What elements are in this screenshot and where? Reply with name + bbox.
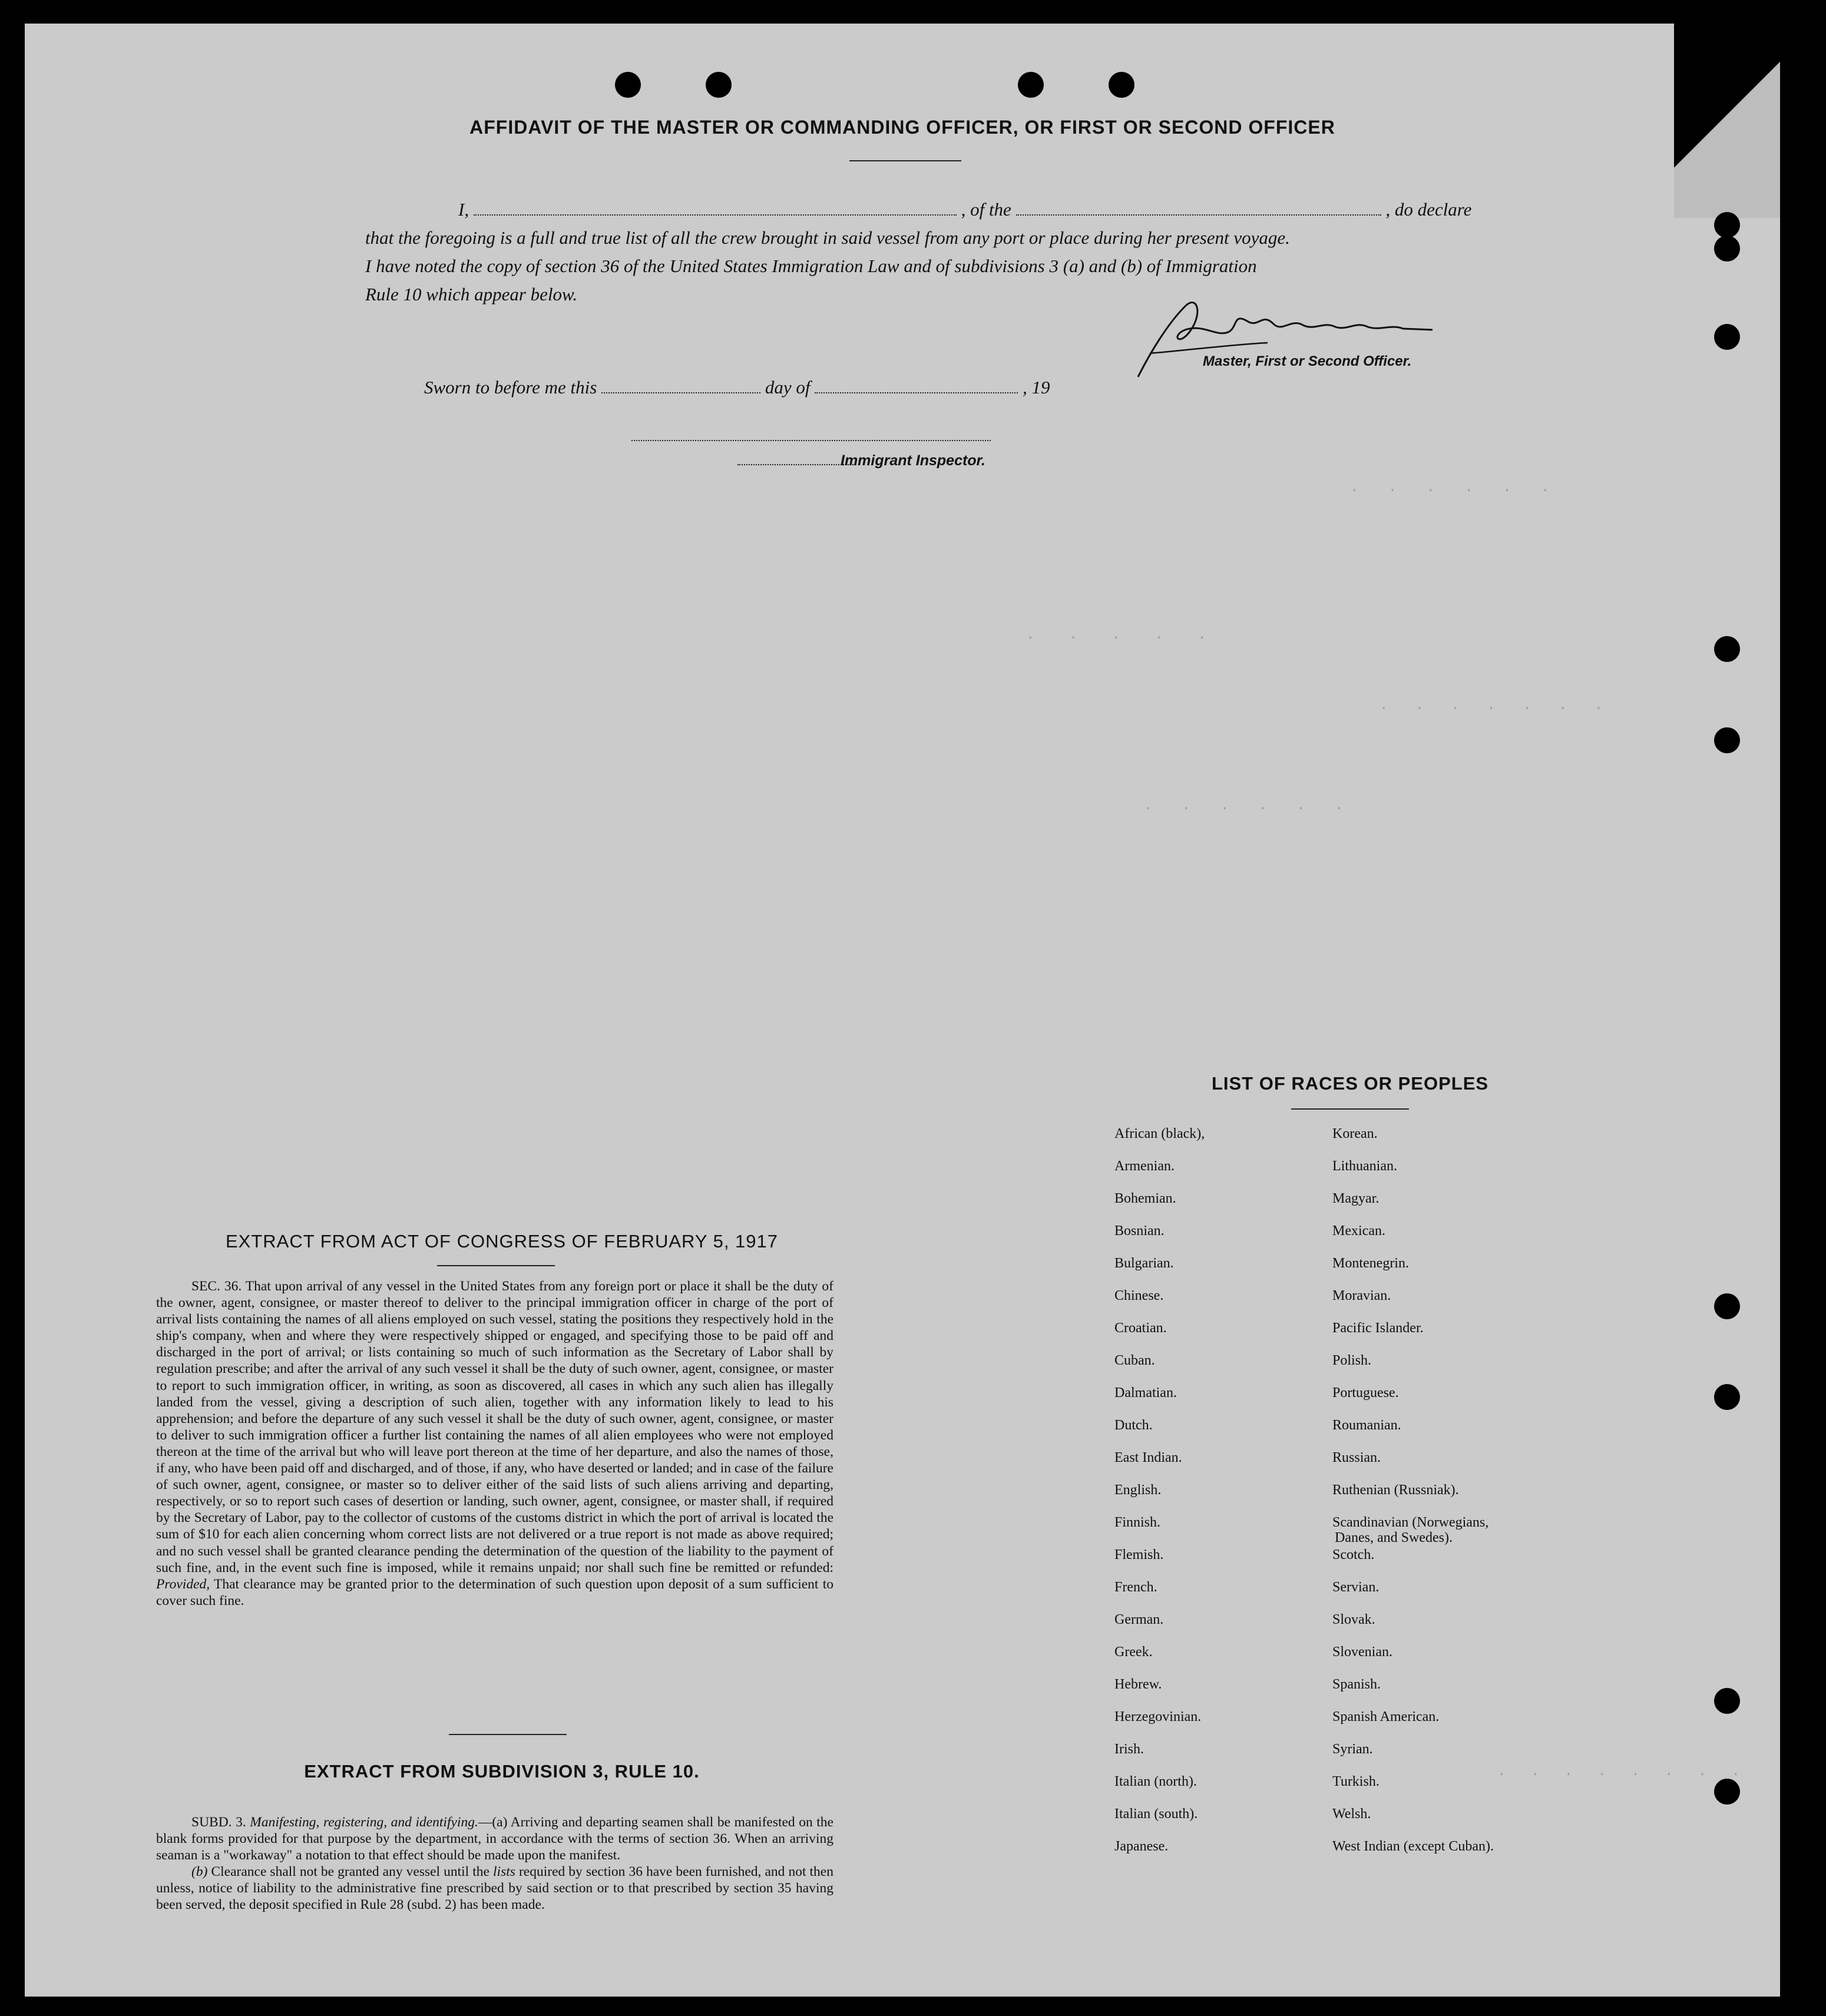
- rule-title: EXTRACT FROM SUBDIVISION 3, RULE 10.: [304, 1761, 700, 1782]
- inspector-name-blank: [737, 450, 855, 465]
- affidavit-title: AFFIDAVIT OF THE MASTER OR COMMANDING OFFICER, OR FIRST OR SECOND OFFICER: [469, 117, 1335, 138]
- race-item: Russian.: [1332, 1450, 1381, 1465]
- affidavit-declaration: [424, 194, 1471, 225]
- races-list: [1114, 1126, 1703, 1886]
- race-item: Greek.: [1114, 1644, 1153, 1660]
- show-through-text: · · · · ·: [1026, 630, 1219, 646]
- race-item: Finnish.: [1114, 1515, 1161, 1530]
- races-column-right: [1332, 1126, 1494, 1871]
- race-item: Scotch.: [1332, 1547, 1375, 1563]
- races-column-left: [1114, 1126, 1205, 1871]
- race-item: Armenian.: [1114, 1158, 1175, 1174]
- punch-hole: [1714, 236, 1740, 261]
- race-item: Bulgarian.: [1114, 1256, 1174, 1271]
- race-item: Slovenian.: [1332, 1644, 1392, 1660]
- show-through-text: · · · · · · ·: [1380, 701, 1613, 717]
- race-item: Herzegovinian.: [1114, 1709, 1202, 1724]
- race-item: Hebrew.: [1114, 1677, 1162, 1692]
- race-item: Lithuanian.: [1332, 1158, 1397, 1174]
- race-item: Moravian.: [1332, 1288, 1391, 1303]
- punch-hole: [706, 72, 732, 98]
- race-item: Slovak.: [1332, 1612, 1375, 1627]
- show-through-text: · · · · · ·: [1144, 801, 1354, 817]
- subd-b-lists: lists: [493, 1864, 515, 1880]
- divider: [437, 1265, 555, 1266]
- race-item: Magyar.: [1332, 1191, 1380, 1206]
- act-body-end: That clearance may be granted prior to the determination of such question upon deposit of a sum sufficient to cover such fine.: [156, 1576, 833, 1608]
- divider: [849, 160, 961, 161]
- race-item: Dalmatian.: [1114, 1385, 1177, 1401]
- act-body: That upon arrival of any vessel in the United States from any foreign port or place it shall be the duty of the owner, agent, consignee, or master thereof to deliver to the principal immigration officer in charge of the port of arrival lists containing the names of all aliens employed on such vessel, stating the positions they respectively hold in the ship's company, when and where they were respectively shipped or engaged, and specifying those to be paid off and discharged in the port of arrival; or lists containing so much of such information as the Secretary of Labor shall by regulation prescribe; and after the arrival of any such vessel it shall be the duty of such owner, agent, consignee, or master to report to such immigration officer, in writing, as soon as discovered, all cases in which any such alien has illegally landed from the vessel, giving a description of such alien, together with any information likely to lead to his apprehension; and before the departure of any such vessel it shall be the duty of such owner, agent, consignee, or master to deliver to such immigration officer a further list containing the names of all alien employees who were not employed thereon at the time of the arrival but who will leave port thereon at the time of her departure, and also the names of those, if any, who have been paid off and discharged, and of those, if any, who have deserted or landed; and in case of the failure of such owner, agent, consignee, or master so to deliver either of the said lists of such aliens arriving and departing, respectively, or so to report such cases of desertion or landing, such owner, agent, consignee, or master shall, if required by the Secretary of Labor, pay to the collector of customs of the customs district in which the port of arrival is located the sum of $10 for each alien concerning whom correct lists are not delivered or a true report is not made as above required; and no such vessel shall be granted clearance pending the determination of the question of the liability to the payment of such fine, and, in the event such fine is imposed, while it remains unpaid; nor shall such fine be remitted or refunded:: [156, 1279, 833, 1575]
- divider: [449, 1734, 567, 1735]
- race-item: Polish.: [1332, 1353, 1372, 1368]
- day-blank: [601, 378, 760, 393]
- divider: [1291, 1108, 1409, 1110]
- name-blank: [474, 200, 957, 216]
- race-item: African (black),: [1114, 1126, 1205, 1141]
- subd-heading: Manifesting, registering, and identifying.: [250, 1815, 478, 1830]
- subd-b-label: (b): [191, 1864, 208, 1880]
- race-item: West Indian (except Cuban).: [1332, 1839, 1494, 1854]
- race-item: Dutch.: [1114, 1418, 1153, 1433]
- subd-a-label: —(a): [478, 1815, 508, 1830]
- vessel-blank: [1016, 200, 1381, 216]
- race-item: French.: [1114, 1580, 1157, 1595]
- punch-hole: [1109, 72, 1134, 98]
- folded-corner: [1674, 24, 1780, 218]
- punch-hole: [1714, 1384, 1740, 1410]
- race-item: Bosnian.: [1114, 1223, 1165, 1239]
- punch-hole: [1714, 324, 1740, 350]
- race-item: Montenegrin.: [1332, 1256, 1409, 1271]
- race-item: Spanish.: [1332, 1677, 1381, 1692]
- race-item: Welsh.: [1332, 1806, 1371, 1822]
- punch-hole: [1714, 636, 1740, 662]
- punch-hole: [1018, 72, 1044, 98]
- affidavit-declare-label: , do declare: [1385, 199, 1472, 220]
- provided-label: Provided,: [156, 1576, 210, 1592]
- race-item: Syrian.: [1332, 1742, 1373, 1757]
- race-item: Irish.: [1114, 1742, 1144, 1757]
- race-item: Cuban.: [1114, 1353, 1155, 1368]
- subd-a-text: Arriving and departing seamen shall be manifested on the blank forms provided for that purpose by the department, in accordance with the terms of section 36. When an arriving seaman is a "workaway" a notation to that effect should be made upon the manifest.: [156, 1815, 833, 1863]
- affidavit-line-4: Rule 10 which appear below.: [365, 284, 578, 304]
- affidavit-i-label: I,: [458, 199, 469, 220]
- race-item: Italian (south).: [1114, 1806, 1198, 1822]
- subd-b-text-1: Clearance shall not be granted any vessel until the: [211, 1864, 489, 1880]
- act-section-text: [156, 1278, 833, 1609]
- punch-hole: [1714, 1688, 1740, 1714]
- race-item: German.: [1114, 1612, 1164, 1627]
- race-item: Bohemian.: [1114, 1191, 1176, 1206]
- punch-hole: [1714, 1293, 1740, 1319]
- punch-hole: [1714, 727, 1740, 753]
- year-label: , 19: [1022, 377, 1050, 398]
- officer-caption: Master, First or Second Officer.: [1203, 353, 1412, 369]
- race-item: English.: [1114, 1482, 1162, 1498]
- race-item: Italian (north).: [1114, 1774, 1197, 1789]
- show-through-text: · · · · · · · ·: [1497, 1767, 1749, 1783]
- race-item: [1332, 1515, 1494, 1547]
- race-item: Chinese.: [1114, 1288, 1164, 1303]
- act-title: EXTRACT FROM ACT OF CONGRESS OF FEBRUARY 5, 1917: [225, 1231, 779, 1252]
- document-page: [25, 24, 1780, 1997]
- race-item: Flemish.: [1114, 1547, 1164, 1563]
- day-of-label: day of: [765, 377, 811, 398]
- race-item: Pacific Islander.: [1332, 1320, 1424, 1336]
- race-item: Mexican.: [1332, 1223, 1385, 1239]
- race-item: Portuguese.: [1332, 1385, 1399, 1401]
- race-item: Turkish.: [1332, 1774, 1380, 1789]
- race-item-continuation: Danes, and Swedes).: [1335, 1530, 1453, 1545]
- affidavit-line-2: that the foregoing is a full and true list of all the crew brought in said vessel from any port or place during her present voyage.: [365, 227, 1290, 248]
- sworn-line: [424, 372, 1050, 403]
- sworn-label: Sworn to before me this: [424, 377, 597, 398]
- race-item: Spanish American.: [1332, 1709, 1440, 1724]
- show-through-text: · · · · · ·: [1350, 483, 1560, 499]
- race-item: Servian.: [1332, 1580, 1380, 1595]
- subd-label: SUBD. 3.: [191, 1815, 246, 1830]
- punch-hole: [1714, 212, 1740, 238]
- affidavit-of-label: , of the: [961, 199, 1011, 220]
- inspector-caption: Immigrant Inspector.: [841, 452, 985, 469]
- month-blank: [815, 378, 1018, 393]
- race-item: Japanese.: [1114, 1839, 1169, 1854]
- punch-hole: [615, 72, 641, 98]
- race-item: Ruthenian (Russniak).: [1332, 1482, 1459, 1498]
- inspector-signature-blank: [631, 426, 991, 441]
- race-item: Korean.: [1332, 1126, 1378, 1141]
- subd-b-text-2: required by section 36 have been furnished, and not then unless, notice of liability to the administrative fine prescribed by said section or to that prescribed by section 35 having been served, the deposit specified in Rule 28 (subd. 2) has been made.: [156, 1864, 833, 1913]
- races-title: LIST OF RACES OR PEOPLES: [1211, 1073, 1489, 1094]
- race-item-line: Scandinavian (Norwegians,: [1332, 1515, 1489, 1530]
- sec-label: SEC. 36.: [191, 1279, 242, 1294]
- rule-text: [156, 1814, 833, 1914]
- affidavit-line-3: I have noted the copy of section 36 of the United States Immigration Law and of subdivisions 3 (a) and (b) of Immigration: [365, 256, 1257, 276]
- race-item: East Indian.: [1114, 1450, 1182, 1465]
- race-item: Croatian.: [1114, 1320, 1167, 1336]
- race-item: Roumanian.: [1332, 1418, 1401, 1433]
